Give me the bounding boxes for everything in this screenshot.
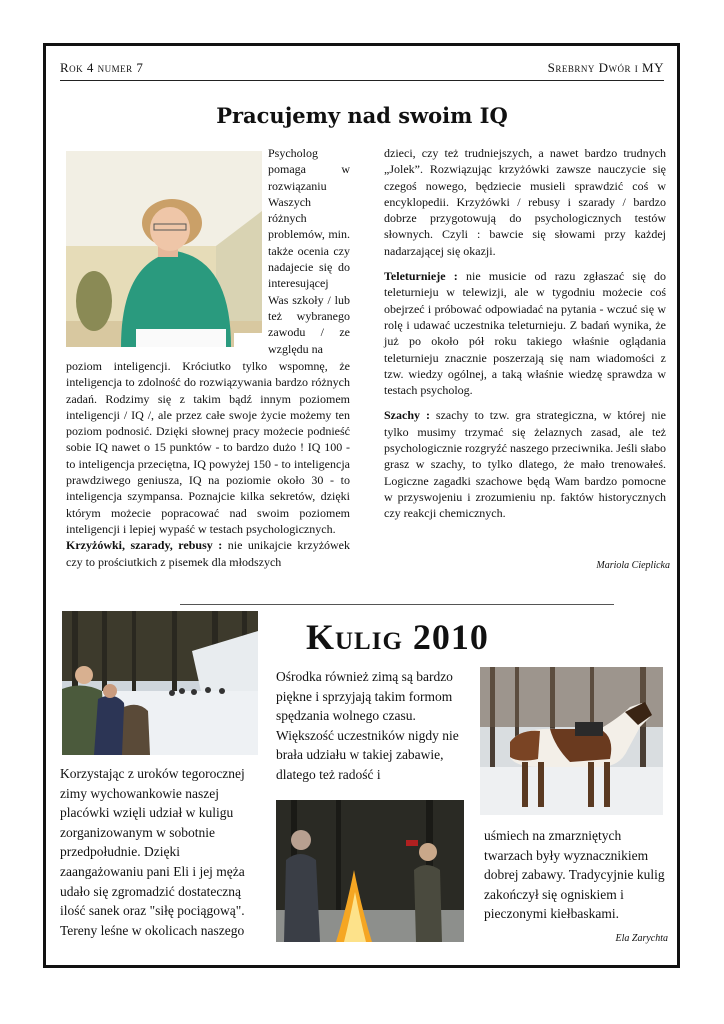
szachy-paragraph [384, 407, 666, 521]
krzyzowki-text: nie unikajcie krzyżówek czy to prościutkich z pisemek dla młodszych [66, 538, 351, 569]
iq-intro-beside-photo: Psycholog pomaga w rozwiązaniu Waszych różnych problemów, min. także ocenia czy nadajecie się do interesującej Was szkoły / lub też wybranego zawodu / ze względu na [268, 146, 350, 356]
section-divider [180, 604, 614, 605]
sledding-group-photo [62, 611, 258, 755]
szachy-text: szachy to tzw. gra strategiczna, w której nie tylko musimy trzymać się żelaznych zasad, ale też psychologicznie rozgryźć naszego przeciwnika. Jeśli słabo grasz w szachy, to tylko dlatego, że mało trenowałeś. Logiczne zagadki szachowe będą Wam bardzo pomocne w przyswojeniu i zrozumieniu np. faktów historycznych czy reakcji chemicznych. [384, 408, 667, 521]
publication-name: Srebrny Dwór i MY [547, 60, 664, 75]
article-title-kulig: Kulig 2010 [306, 617, 489, 657]
krzyzowki-paragraph [66, 537, 350, 570]
krzyzowki-label: Krzyżówki, szarady, rebusy : [66, 538, 223, 553]
kulig-column-2: Ośrodka również zimą są bardzo piękne i sprzyjają takim formom spędzania wolnego czasu. Większość uczestników nigdy nie brała udziału w takiej zabawie, dlatego też radość i [276, 669, 459, 782]
horse-photo [480, 667, 663, 815]
psychologist-photo [66, 151, 262, 347]
author-iq: Mariola Cieplicka [596, 560, 670, 571]
kulig-column-3: uśmiech na zmarzniętych twarzach były wyznacznikiem dobrej zabawy. Tradycyjnie kulig zakończył się ogniskiem i pieczonymi kiełbaskami. [484, 828, 665, 922]
issue-number: Rok 4 numer 7 [60, 60, 144, 75]
krzyzowki-continued: dzieci, czy też trudniejszych, a nawet bardzo trudnych „Jolek”. Rozwiązując krzyżówki zawsze nauczycie się czegoś nowego, będziecie musieli sprawdzić coś w encyklopedii. Krzyżówki / rebusy i szarady / bardzo dobrze przygotowują do psychologicznych testów słownych. Czyli : bawcie się słowami przy każdej nadarzającej się okazji. [384, 146, 666, 258]
iq-body-text: poziom inteligencji. Króciutko tylko wspomnę, że inteligencja to zdolność do rozwiązywania bardzo różnych zadań. Rodzimy się z takim bądź innym poziomem inteligencji / IQ /, ale przez całe swoje życie możemy ten poziom podnosić. Dzięki słownej pracy możecie podnieść sobie IQ nawet o 15 punktów - to bardzo dużo ! IQ 100 - to inteligencja przeciętna, IQ powyżej 150 - to inteligencja prawdziwego geniusza, IQ na poziomie około 30 - to inteligencja szympansa. Poznajcie kilka sekretów, dzięki którym możecie popracować nad swoim poziomem inteligencji i lepiej wypaść w testach psychologicznych. [66, 359, 350, 536]
teleturnieje-text: nie musicie od razu zgłaszać się do teleturnieju w telewizji, ale w tygodniu możecie coś obejrzeć i próbować odpowiadać na pytania - wczuć się w rolę i udawać uczestnika teleturnieju. Z badań wynika, że już po około pół roku takiego właśnie oglądania teleturnieju znacznie poszerzają się nam wiadomości z tzw. wiedzy ogólnej, a taką właśnie wiedzę sprawdza w testach psycholog. [384, 269, 666, 398]
author-kulig: Ela Zarychta [615, 933, 668, 944]
iq-column-2 [384, 145, 666, 531]
campfire-photo [276, 800, 464, 942]
header-rule [60, 80, 664, 81]
teleturnieje-paragraph [384, 268, 666, 398]
teleturnieje-label: Teleturnieje : [384, 269, 458, 284]
szachy-label: Szachy : [384, 408, 430, 423]
iq-column-1 [66, 358, 350, 570]
article-title-iq: Pracujemy nad swoim IQ [216, 103, 508, 128]
kulig-column-1: Korzystając z uroków tegorocznej zimy wychowankowie naszej placówki wzięli udział w kuligu zorganizowanym w sobotnie przedpołudnie. Dzięki zaangażowaniu pani Eli i jej męża udało się zgromadzić dostateczną ilość sanek oraz "siłę pociągową". Tereny leśne w okolicach naszego [60, 766, 245, 938]
running-header [60, 60, 664, 80]
